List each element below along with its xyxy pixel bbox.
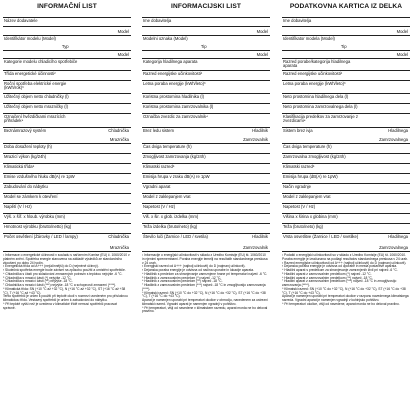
spec-label: Doba dosažení teploty (h) [4, 144, 52, 149]
spec-row [3, 184, 131, 194]
spec-label: Napetost (V / Hz) [143, 204, 176, 209]
spec-label: Čas dviga temperature (h) [283, 144, 332, 149]
spec-row [3, 164, 131, 174]
spec-label: Označba zvezdic za zamrzovalnik⁴ [143, 114, 208, 119]
footnote: ⁴ Hladilnik s predelom za shranjevanje zamrznjene hrane pri temperaturi največ -6 °C. [142, 271, 268, 276]
column-product-card [282, 3, 410, 403]
spec-sub-label: Zamrzovalnik [243, 136, 268, 142]
spec-row [142, 204, 270, 214]
spec-row [142, 214, 270, 224]
spec-row [142, 224, 270, 234]
spec-sub-label: Zamrzovalnik [243, 244, 268, 250]
spec-row [3, 114, 131, 128]
spec-row [3, 104, 131, 114]
spec-row [142, 104, 270, 114]
spec-sub-label: Model [117, 28, 129, 34]
column-title: INFORMACIJSKI LIST [171, 3, 241, 10]
spec-row [142, 94, 270, 104]
spec-label: Emisija hrupa v zraku dB(A) re 1pW [143, 174, 210, 179]
footnote: ⁸ Klimatski razred: SN (+10 °C do +32 °C), N (+16 °C do +32 °C), ST (+16 °C do +38 °C), T (+16 °C do +43 °C). [142, 290, 266, 299]
spec-row [3, 51, 131, 59]
footnote: ⁵ Chladnička s mrazící částí (*) nejvýše -12 °C. [3, 275, 72, 280]
footnote: ⁵ Hladilnik z zamrzovalnim predelom (*) največ -12 °C. [142, 275, 222, 280]
spec-label: Zmogljivost zamrzovanja (kg/24h) [143, 154, 206, 159]
spec-label: Užitečný objem netto chladničky (l) [4, 94, 69, 99]
spec-label: Kategorija hladilnega aparata [143, 59, 198, 64]
spec-row [282, 128, 410, 144]
spec-row [3, 154, 131, 164]
spec-label: Klimatická třída⁵ [4, 164, 35, 169]
spec-sub-label: Typ [61, 43, 69, 49]
spec-label: Emisija hrupa (dB(A) re 1pW) [283, 174, 338, 179]
footnote: ⁹ Při teplotě vyšší než je uvedena v klimatické třídě nemusí spotřebič pracovat správně. [3, 301, 117, 310]
footnote: ⁸ Klimatski razred: SN (+10 °C do +32 °C), N (+16 °C do +32 °C), ST (+16 °C do +38 °C), T (+16 °C do +43 °C). [282, 286, 406, 295]
spec-label: Výš. x šíř. x hloub. výrobku (mm) [4, 214, 65, 219]
spec-label: Modelni oznaka (Model) [143, 36, 188, 41]
spec-row [142, 51, 270, 59]
footnote: Aparat je namenjen uporabi pri temperaturi okolice v območju, navedenem za ustrezni klimatski razred. Vgradni aparat je namenjen vgradnji v pohištvo. [142, 298, 268, 306]
spec-label: Viš. x šir. x glob. izdelka (mm) [143, 214, 199, 219]
spec-label: Mrazicí výkon (kg/24h) [4, 154, 47, 159]
spec-label: Identifikátor modelu (Model) [4, 36, 56, 41]
spec-sub-label: Chladnička [108, 128, 129, 133]
spec-row [282, 184, 410, 194]
spec-row [282, 51, 410, 59]
spec-row [3, 224, 131, 234]
spec-label: Ime dobavitelja [283, 18, 312, 23]
footnote: ⁹ Pri temperaturi okolice, višji od navedene, aparat morda ne bo deloval pravilno. [282, 301, 400, 306]
spec-label: Način vgradnje [283, 184, 311, 189]
footnote: ⁴ Chladnička s částí pro skladování zmrazených potravin s teplotou nejvýše -6 °C. [3, 271, 123, 276]
spec-label: Neto prostornina zamrzovalnega dela (l) [283, 104, 358, 109]
spec-row [282, 114, 410, 128]
spec-row [142, 128, 270, 144]
footnote: ⁸ Klimatická třída: SN (+10 °C až +32 °C), N (+16 °C až +32 °C), ST (+16 °C až +38 °C), T (+16 °C až +43 °C). [3, 286, 126, 295]
spec-label: Zamrzovalna zmogljivost (kg/24h) [283, 154, 346, 159]
spec-label: Užitečný objem netto mrazničky (l) [4, 104, 68, 109]
spec-table [3, 17, 131, 252]
spec-row [3, 234, 131, 252]
spec-label: Napetost (V / Hz) [283, 204, 316, 209]
spec-row [282, 194, 410, 204]
spec-label: Letna poraba energije (kWh/leto)³ [283, 81, 346, 86]
spec-label: Vrsta osvetlitve (Žarnice / LED / svetilke) [283, 234, 359, 239]
spec-row [3, 174, 131, 184]
footnote: Tento spotřebič je určen k použití při teplotě okolí v rozmezí uvedeném pro příslušnou klimatickou třídu. Vestavný spotřebič je určen k zabudování do nábytku. [3, 294, 128, 302]
footnote: ³ Dejanska poraba energije je odvisna od načina uporabe in lokacije aparata. [142, 268, 254, 272]
spec-row [3, 128, 131, 144]
footnote: ⁷ Chladnička s mrazící částí (***) nejvýše -18 °C a schopností zmrazení (****). [3, 283, 117, 287]
spec-row [282, 104, 410, 114]
spec-row [3, 71, 131, 81]
spec-row [282, 59, 410, 71]
spec-row [142, 36, 270, 51]
spec-row [142, 114, 270, 128]
spec-label: Brez ledu sistem [143, 128, 174, 133]
spec-label: Model z zaklepanjem vrat [283, 194, 331, 199]
spec-label: Neto prostornina hladilnega dela (l) [283, 94, 349, 99]
column-czech [3, 3, 131, 403]
spec-label: Označení hvězdičkami mrazících přihrádek⁴ [4, 114, 66, 124]
spec-row [282, 144, 410, 154]
spec-label: Název dodavatele [4, 18, 38, 23]
footnotes [3, 254, 131, 310]
footnote: ² Energetická třída od A+++ (nejúčinnější) do D (nejméně účinný). [3, 264, 99, 269]
spec-sub-label: Chladnička [108, 234, 129, 239]
spec-sub-label: Tip [340, 43, 347, 49]
spec-label: Ime dobavitelja [143, 18, 172, 23]
spec-label: Vgradni aparat [143, 184, 171, 189]
footnote: ³ Skutečná spotřeba energie bude záviset na způsobu použití a umístění spotřebiče. [3, 268, 126, 272]
footnote: ⁹ Pri temperaturi, višji od navedene v klimatskem razredu, aparat morda ne bo deloval pravilno. [142, 305, 268, 314]
spec-row [3, 144, 131, 154]
spec-label: Hmotnost výrobku (brutto/netto) (kg) [4, 224, 72, 229]
footnote: ⁵ Hladilni aparat z zamrzovalnim predelkom (*) največ -12 °C. [282, 271, 372, 276]
spec-label: Model z zaklepanjem vrat [143, 194, 191, 199]
footnote: ⁶ Chladnička s mrazící částí (**) nejvýše -18 °C. [3, 279, 73, 284]
spec-label: Razred energijske učinkovitosti² [283, 71, 343, 76]
footnote: ² Energijski razred od A+++ (najbolj učinkovit) do D (najmanj učinkovit). [142, 264, 246, 269]
spec-label: Število luči (Žarnice / LED / svetila) [143, 234, 208, 239]
spec-sub-label: Mraznička [109, 244, 129, 250]
spec-label: Beznámrazový systém [4, 128, 47, 133]
spec-label: Razred porabe/kategorija hladilnega aparata [283, 59, 351, 69]
footnote: ³ Dejanska poraba energije je odvisna od uporabe in mesta postavitve aparata. [282, 264, 398, 269]
spec-row [282, 27, 410, 36]
spec-label: Klasifikacija predelkov za zamrzovanje z zvezdicami⁴ [283, 114, 358, 124]
spec-row [282, 164, 410, 174]
spec-sub-label: Hladilnega [388, 234, 408, 239]
spec-row [282, 18, 410, 27]
spec-row [142, 81, 270, 94]
info-sheet-page [3, 3, 413, 403]
spec-row [3, 194, 131, 204]
spec-label: Čas dviga temperature (h) [143, 144, 192, 149]
spec-row [282, 81, 410, 94]
footnote: ¹ Informace o energetické účinnosti v souladu s nařízením Komise (EU) č. 1060/2010 v platném znění. Spotřeba energie stanovena na základě výsledků ze standardního zkoušení po dobu 24 hodin. [3, 253, 130, 265]
spec-sub-label: Model [396, 28, 408, 34]
spec-label: Emise vzdušného hluku dB(A) re 1pW [4, 174, 75, 179]
spec-label: Napětí (V / Hz) [4, 204, 32, 209]
spec-label: Model se zámkem k otevření [4, 194, 58, 199]
spec-row [142, 71, 270, 81]
spec-row [142, 18, 270, 27]
spec-label: Roční spotřeba elektrické energie (kWh/rok)³ [4, 81, 67, 91]
spec-label: Koristna prostornina hladilnika (l) [143, 94, 204, 99]
spec-row [282, 214, 410, 224]
spec-row [3, 36, 131, 51]
spec-sub-label: Hladilnik [252, 234, 268, 239]
spec-label: Koristna prostornina zamrzovalnika (l) [143, 104, 214, 109]
column-title: INFORMAČNÍ LIST [37, 3, 97, 10]
column-title: PODATKOVNA KARTICA IZ DELKA [289, 3, 403, 10]
spec-row [3, 94, 131, 104]
spec-label: Kategorie modelu chladicího spotřebiče [4, 59, 78, 64]
spec-sub-label: Hladilnega [388, 128, 408, 133]
spec-label: Višina x širina x globina (mm) [283, 214, 338, 219]
footnotes [142, 254, 270, 314]
spec-row [282, 174, 410, 184]
spec-label: Zabudování do nábytku [4, 184, 48, 189]
spec-label: Klimatski razred⁵ [143, 164, 175, 169]
spec-row [282, 94, 410, 104]
footnote: ⁷ Hladilni aparat z zamrzovalnim predelkom (***) največ -18 °C in zmogljivostjo zamrzovanja (****). [282, 279, 397, 287]
spec-label: Razred energijske učinkovitosti² [143, 71, 203, 76]
spec-row [282, 224, 410, 234]
spec-label: Třída energetické účinnosti² [4, 71, 56, 76]
spec-sub-label: Hladilnik [252, 128, 268, 133]
spec-row [3, 81, 131, 94]
spec-row [142, 27, 270, 36]
footnote: ¹ Podatki o energijski učinkovitosti so v skladu z Uredbo Komisije (EU) št. 1060/2010. Poraba energije je izračunana na podlagi rezultatov standardnega preskusa v 24 urah. [282, 253, 409, 261]
spec-sub-label: Tip [200, 43, 207, 49]
spec-sub-label: Zamrzovalnega [379, 244, 408, 250]
spec-row [142, 234, 270, 252]
footnote: ⁶ Hladilni aparat z zamrzovalnim predelkom (**) največ -18 °C. [282, 275, 373, 280]
spec-row [142, 154, 270, 164]
spec-label: Identifikator modela (Model) [283, 36, 335, 41]
spec-row [282, 204, 410, 214]
spec-table [142, 17, 270, 252]
spec-sub-label: Model [396, 51, 408, 57]
footnote: ² Razred energijske učinkovitosti od A+++ (najbolj učinkovit) do D (najmanj učinkovit). [282, 260, 407, 265]
spec-row [282, 71, 410, 81]
spec-label: Klimatski razred⁵ [283, 164, 315, 169]
footnote: ¹ Informacije o energijski učinkovitosti v skladu z Uredbo Komisije (EU) št. 1060/2010 in njenimi spremembami. Poraba energije temelji na rezultatih standardnega preskusa v 24 urah. [142, 253, 268, 265]
spec-row [282, 154, 410, 164]
footnote: Aparat je namenjen uporabi pri temperaturi okolice v razponu navedenega klimatskega razreda. Vgradni aparat je namenjen vgradnji v kuhinjsko pohištvo. [282, 294, 409, 302]
spec-row [282, 234, 410, 252]
spec-row [142, 164, 270, 174]
spec-sub-label: Mraznička [109, 136, 129, 142]
footnote: ⁶ Hladilnik z zamrzovalnim predelom (**) največ -18 °C. [142, 279, 223, 284]
spec-row [142, 174, 270, 184]
spec-row [3, 59, 131, 71]
spec-label: Teža izdelka (bruto/neto) (kg) [143, 224, 198, 229]
spec-row [3, 18, 131, 27]
spec-row [142, 59, 270, 71]
spec-row [142, 194, 270, 204]
column-slovenian [142, 3, 270, 403]
spec-label: Počet osvětlení (Žárovky / LED / lampy) [4, 234, 78, 239]
footnotes [282, 254, 410, 307]
spec-row [142, 184, 270, 194]
spec-table [282, 17, 410, 252]
spec-sub-label: Model [117, 51, 129, 57]
spec-sub-label: Zamrzovalnega [379, 136, 408, 142]
spec-sub-label: Model [256, 51, 268, 57]
spec-row [3, 204, 131, 214]
spec-row [3, 27, 131, 36]
spec-row [3, 214, 131, 224]
spec-label: Sistem brez ivja [283, 128, 313, 133]
spec-label: Letna poraba energije (kWh/leto)³ [143, 81, 206, 86]
spec-row [282, 36, 410, 51]
spec-row [142, 144, 270, 154]
spec-sub-label: Model [256, 28, 268, 34]
footnote: ⁷ Hladilnik z zamrzovalnim predelom (***) največ -18 °C in zmogljivostjo zamrzovanja (****). [142, 283, 266, 291]
footnote: ⁴ Hladilni aparat s predelkom za shranjevanje zamrznjenih živil pri največ -6 °C. [282, 268, 398, 272]
spec-label: Teža (bruto/neto) (kg) [283, 224, 324, 229]
